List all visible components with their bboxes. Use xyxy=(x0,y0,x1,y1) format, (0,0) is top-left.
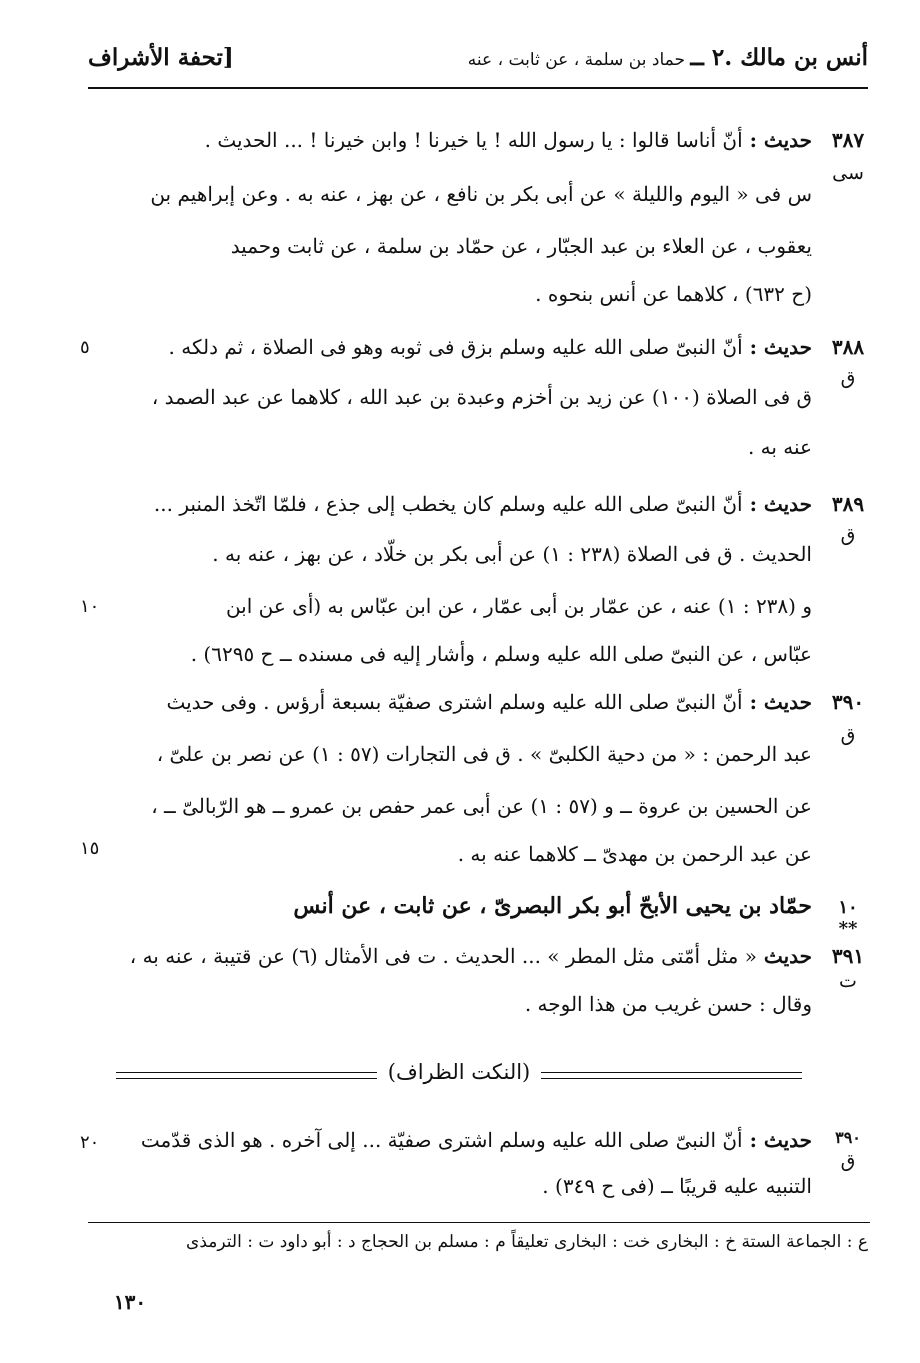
source-siglum: ت xyxy=(839,970,857,992)
source-siglum: سى xyxy=(832,162,864,184)
divider-rule-left xyxy=(116,1072,377,1079)
hadith-entry-389: ٣٨٩ ق ١٠ حديث : أنّ النبىّ صلى الله عليه وسلم كان يخطب إلى جذع ، فلمّا اتّخذ المنبر ... الحديث . ق فى الصلاة (٢٣٨ : ١) عن أبى بكر بن خلّاد ، عن بهز ، عنه به . و (٢٣٨ : ١) عنه ، عن عمّار بن أبى عمّار ، عن ابن عبّاس به (أى عن ابن عبّاس ، عن النبىّ صلى الله عليه وسلم ، وأشار إليه فى مسنده ــ ح ٦٢٩٥) . xyxy=(80,492,870,672)
line-marker: ١٥ xyxy=(80,838,100,859)
nukat-section-title: (النكت الظراف) xyxy=(387,1060,531,1084)
divider-rule-right xyxy=(541,1072,802,1079)
footer-rule xyxy=(88,1222,870,1223)
source-siglum: ق xyxy=(840,524,856,546)
narrator-chain: حمّاد بن يحيى الأبحّ أبو بكر البصرىّ ، عن ثابت ، عن أنس xyxy=(293,893,812,919)
source-siglum: ق xyxy=(840,367,856,389)
hadith-number: ٣٨٩ xyxy=(831,492,865,516)
hadith-number: ٣٨٧ xyxy=(831,128,865,152)
running-header xyxy=(88,40,868,80)
nukat-divider xyxy=(116,1060,802,1090)
hadith-number: ٣٨٨ xyxy=(831,335,865,359)
line-marker: ٥ xyxy=(80,337,90,358)
source-siglum: ق xyxy=(840,724,856,746)
narrator-marker: ١٠ ** xyxy=(838,897,858,939)
page-number: ١٣٠ xyxy=(113,1290,147,1314)
sigla-legend: ع : الجماعة الستة خ : البخارى خت : البخارى تعليقاً م : مسلم بن الحجاج د : أبو داود ت : الترمذى xyxy=(186,1232,868,1252)
hadith-entry-388: ٣٨٨ ق ٥ حديث : أنّ النبىّ صلى الله عليه وسلم بزق فى ثوبه وهو فى الصلاة ، ثم دلكه . ق فى الصلاة (١٠٠) عن زيد بن أخزم وعبدة بن عبد الله ، كلاهما عن عبد الصمد ، عنه به . xyxy=(80,335,870,465)
header-rule xyxy=(88,87,868,89)
source-siglum: ق xyxy=(840,1150,856,1172)
hadith-number: ٣٩٠ xyxy=(831,690,865,714)
nukat-entry-390: ٣٩٠ ق ٢٠ حديث : أنّ النبىّ صلى الله عليه وسلم اشترى صفيّة ... إلى آخره . هو الذى قدّمت التنبيه عليه قريبًا ــ (فى ح ٣٤٩) . xyxy=(80,1128,870,1208)
narrator-heading xyxy=(80,893,870,939)
hadith-entry-387: ٣٨٧ سى حديث : أنّ أناسا قالوا : يا رسول الله ! يا خيرنا ! وابن خيرنا ! ... الحديث . س فى « اليوم والليلة » عن أبى بكر بن نافع ، عن بهز ، عنه به . وعن إبراهيم بن يعقوب ، عن العلاء بن عبد الجبّار ، عن حمّاد بن سلمة ، عن ثابت وحميد (ح ٦٣٢) ، كلاهما عن أنس بنحوه . xyxy=(80,128,870,318)
line-marker: ١٠ xyxy=(80,596,100,617)
hadith-number: ٣٩٠ xyxy=(835,1128,861,1147)
header-book-title: [تحفة الأشراف xyxy=(88,44,234,71)
hadith-number: ٣٩١ xyxy=(831,944,865,968)
hadith-entry-391: ٣٩١ ت حديث « مثل أمّتى مثل المطر » ... الحديث . ت فى الأمثال (٦) عن قتيبة ، عنه به ، وقال : حسن غريب من هذا الوجه . xyxy=(80,944,870,1024)
line-marker: ٢٠ xyxy=(80,1132,100,1153)
hadith-entry-390: ٣٩٠ ق ١٥ حديث : أنّ النبىّ صلى الله عليه وسلم اشترى صفيّة بسبعة أرؤس . وفى حديث عبد الرحمن : « من دحية الكلبىّ » . ق فى التجارات (٥٧ : ١) عن نصر بن علىّ ، عن الحسين بن عروة ــ و (٥٧ : ١) عن أبى عمر حفص بن عمرو ــ هو الرّبالىّ ــ ، عن عبد الرحمن بن مهدىّ ــ كلاهما عنه به . xyxy=(80,690,870,870)
header-title: أنس بن مالك .٢ ــ حماد بن سلمة ، عن ثابت ، عنه xyxy=(467,44,868,71)
